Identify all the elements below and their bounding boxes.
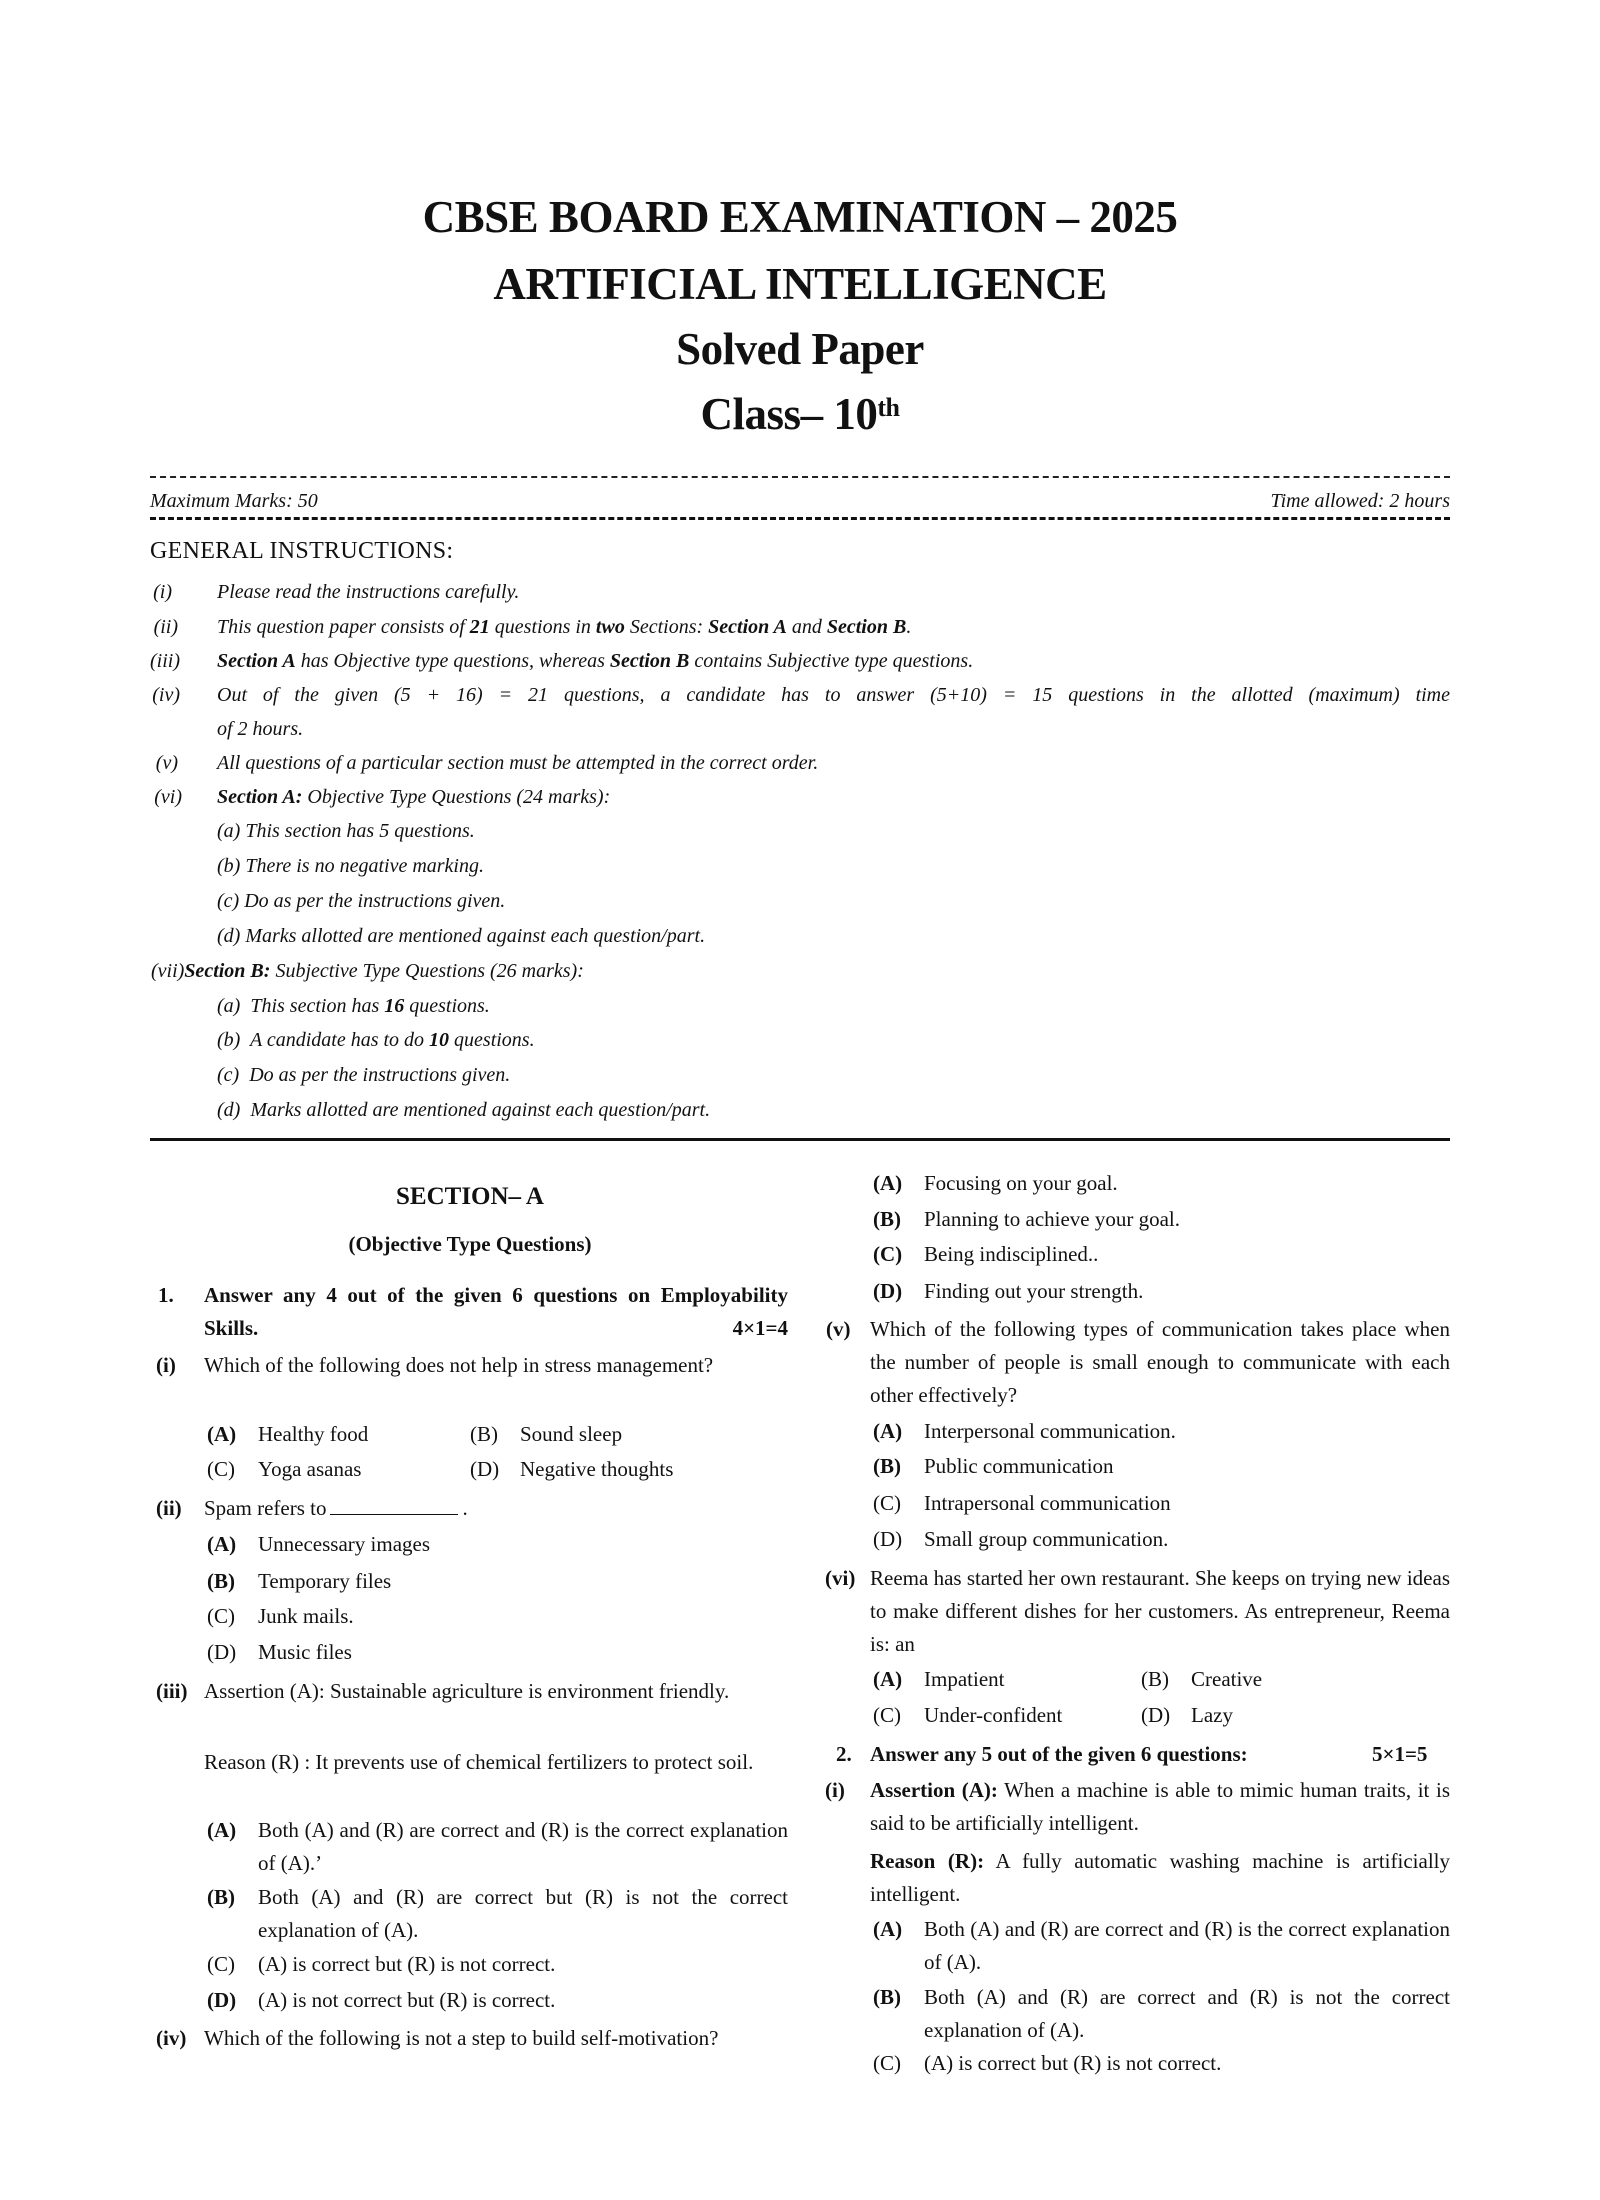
option-label: (A) xyxy=(207,1532,237,1556)
part-text: Which of the following is not a step to build self-motivation? xyxy=(204,2026,719,2050)
option-label: (D) xyxy=(873,1527,903,1551)
part-label: (i) xyxy=(156,1353,176,1377)
instruction-subitem: (c) Do as per the instructions given. xyxy=(217,890,506,912)
option-text[interactable]: Healthy food xyxy=(258,1422,369,1446)
option-text[interactable]: Junk mails. xyxy=(258,1604,354,1628)
subject-title: ARTIFICIAL INTELLIGENCE xyxy=(493,259,1107,309)
option-text[interactable]: Both (A) and (R) are correct but (R) is not the correct explanation of (A). xyxy=(258,1885,788,1942)
question-text: Answer any 5 out of the given 6 questions: xyxy=(870,1742,1248,1766)
part-label: (iii) xyxy=(156,1679,188,1703)
assertion-text: Assertion (A): When a machine is able to mimic human traits, it is said to be artificially intelligent. xyxy=(870,1778,1451,1835)
instruction-subitem: (d) Marks allotted are mentioned against each question/part. xyxy=(217,925,706,947)
part-text: Reema has started her own restaurant. She keeps on trying new ideas to make different dishes for her customers. As entrepreneur, Reema is: an xyxy=(870,1566,1450,1656)
paper-type: Solved Paper xyxy=(676,324,924,374)
time-allowed: Time allowed: 2 hours xyxy=(1270,490,1450,512)
instructions-heading: GENERAL INSTRUCTIONS: xyxy=(150,538,454,564)
option-text[interactable]: Finding out your strength. xyxy=(924,1279,1144,1303)
option-text[interactable]: Creative xyxy=(1191,1667,1263,1691)
instruction-text: Out of the given (5 + 16) = 21 questions, a candidate has to answer (5+10) = 15 questions in the allotted (maximum) time xyxy=(217,684,1450,706)
question-number: 1. xyxy=(158,1283,174,1307)
instruction-subitem: (d) Marks allotted are mentioned against each question/part. xyxy=(217,1099,711,1121)
option-text[interactable]: Music files xyxy=(258,1640,352,1664)
option-label: (A) xyxy=(207,1818,237,1842)
reason-text: Reason (R) : It prevents use of chemical fertilizers to protect soil. xyxy=(204,1750,754,1774)
option-label: (D) xyxy=(207,1988,237,2012)
option-label: (A) xyxy=(873,1667,903,1691)
section-a-heading: SECTION– A xyxy=(396,1183,544,1210)
divider-dashed-bottom xyxy=(150,517,1450,520)
part-text: Spam refers to . xyxy=(204,1496,468,1520)
instruction-text: Section A has Objective type questions, whereas Section B contains Subjective type questions. xyxy=(217,650,974,672)
option-text[interactable]: Intrapersonal communication xyxy=(924,1491,1171,1515)
instruction-text: This question paper consists of 21 questions in two Sections: Section A and Section B. xyxy=(217,616,912,638)
part-label: (ii) xyxy=(156,1496,182,1520)
option-text[interactable]: Both (A) and (R) are correct and (R) is the correct explanation of (A).’ xyxy=(258,1818,788,1875)
option-text[interactable]: Small group communication. xyxy=(924,1527,1169,1551)
option-label: (C) xyxy=(873,1242,903,1266)
option-label: (C) xyxy=(207,1457,235,1481)
instruction-text-cont: of 2 hours. xyxy=(217,718,304,740)
option-text[interactable]: Yoga asanas xyxy=(258,1457,362,1481)
instruction-text: Please read the instructions carefully. xyxy=(217,581,520,603)
question-marks: 4×1=4 xyxy=(732,1316,788,1340)
option-text[interactable]: Being indisciplined.. xyxy=(924,1242,1099,1266)
question-text: Answer any 4 out of the given 6 questions on Employability Skills. xyxy=(204,1283,788,1340)
part-label: (vi) xyxy=(825,1566,856,1590)
instruction-text: Section A: Objective Type Questions (24 marks): xyxy=(217,786,611,808)
option-label: (A) xyxy=(873,1917,903,1941)
instruction-subitem: (b) There is no negative marking. xyxy=(217,855,484,877)
instruction-subitem: (a) This section has 5 questions. xyxy=(217,820,475,842)
class-label-main: Class– 10 xyxy=(700,389,878,439)
option-text[interactable]: Interpersonal communication. xyxy=(924,1419,1176,1443)
option-label: (C) xyxy=(873,2051,901,2075)
class-label xyxy=(0,386,1600,442)
part-label: (i) xyxy=(825,1778,845,1802)
instruction-subitem: (c) Do as per the instructions given. xyxy=(217,1064,511,1086)
part-label: (v) xyxy=(826,1317,851,1341)
exam-title: CBSE BOARD EXAMINATION – 2025 xyxy=(422,192,1178,242)
option-label: (B) xyxy=(470,1422,498,1446)
question-1 xyxy=(0,1279,800,1349)
option-text[interactable]: Both (A) and (R) are correct and (R) is not the correct explanation of (A). xyxy=(924,1985,1450,2042)
option-text[interactable]: Public communication xyxy=(924,1454,1114,1478)
instruction-label: (ii) xyxy=(153,616,178,638)
option-text[interactable]: Sound sleep xyxy=(520,1422,623,1446)
option-label: (B) xyxy=(207,1569,235,1593)
option-label: (C) xyxy=(873,1703,901,1727)
option-label: (B) xyxy=(873,1985,901,2009)
option-text[interactable]: (A) is correct but (R) is not correct. xyxy=(924,2051,1222,2075)
part-label: (iv) xyxy=(156,2026,187,2050)
part-text: Which of the following does not help in stress management? xyxy=(204,1353,714,1377)
option-text[interactable]: Planning to achieve your goal. xyxy=(924,1207,1181,1231)
option-label: (D) xyxy=(470,1457,500,1481)
option-text[interactable]: Negative thoughts xyxy=(520,1457,674,1481)
option-text[interactable]: (A) is not correct but (R) is correct. xyxy=(258,1988,556,2012)
option-label: (A) xyxy=(873,1419,903,1443)
instruction-label: (vi) xyxy=(154,786,182,808)
option-text[interactable]: Impatient xyxy=(924,1667,1005,1691)
option-text[interactable]: Temporary files xyxy=(258,1569,392,1593)
option-text[interactable]: Both (A) and (R) are correct and (R) is the correct explanation of (A). xyxy=(924,1917,1450,1974)
option-label: (A) xyxy=(873,1171,903,1195)
instruction-subitem: (b) A candidate has to do 10 questions. xyxy=(217,1029,535,1051)
option-label: (B) xyxy=(873,1454,901,1478)
question-number: 2. xyxy=(836,1742,852,1766)
option-label: (C) xyxy=(207,1604,235,1628)
option-text[interactable]: Under-confident xyxy=(924,1703,1063,1727)
option-text[interactable]: Unnecessary images xyxy=(258,1532,431,1556)
option-label: (B) xyxy=(1141,1667,1169,1691)
class-label-suffix: th xyxy=(877,393,900,422)
instruction-label: (vii) xyxy=(151,960,185,982)
option-text[interactable]: (A) is correct but (R) is not correct. xyxy=(258,1952,556,1976)
assertion-text: Assertion (A): Sustainable agriculture is environment friendly. xyxy=(204,1679,730,1703)
instruction-label: (i) xyxy=(153,581,172,603)
instruction-label: (iv) xyxy=(152,684,180,706)
instruction-text: All questions of a particular section must be attempted in the correct order. xyxy=(217,752,819,774)
option-label: (C) xyxy=(207,1952,235,1976)
instruction-label: (iii) xyxy=(150,650,180,672)
option-label: (D) xyxy=(207,1640,237,1664)
option-text[interactable]: Lazy xyxy=(1191,1703,1233,1727)
option-text[interactable]: Focusing on your goal. xyxy=(924,1171,1118,1195)
divider-solid xyxy=(150,1138,1450,1141)
option-label: (D) xyxy=(873,1279,903,1303)
part-text: Which of the following types of communication takes place when the number of people is small enough to communicate with each other effectively? xyxy=(870,1317,1450,1407)
reason-text: Reason (R): A fully automatic washing machine is artificially intelligent. xyxy=(870,1849,1450,1906)
option-label: (A) xyxy=(207,1422,237,1446)
max-marks: Maximum Marks: 50 xyxy=(150,490,318,512)
option-label: (D) xyxy=(1141,1703,1171,1727)
section-a-subheading: (Objective Type Questions) xyxy=(348,1232,592,1256)
option-label: (B) xyxy=(873,1207,901,1231)
instruction-text: (vii)Section B: Subjective Type Questions (26 marks): xyxy=(151,960,584,982)
instruction-subitem: (a) This section has 16 questions. xyxy=(217,995,490,1017)
option-label: (C) xyxy=(873,1491,901,1515)
divider-dashed-top xyxy=(150,476,1450,478)
fill-in-blank xyxy=(330,1496,458,1515)
question-marks: 5×1=5 xyxy=(1372,1742,1428,1766)
option-label: (B) xyxy=(207,1885,235,1909)
instruction-label: (v) xyxy=(155,752,178,774)
